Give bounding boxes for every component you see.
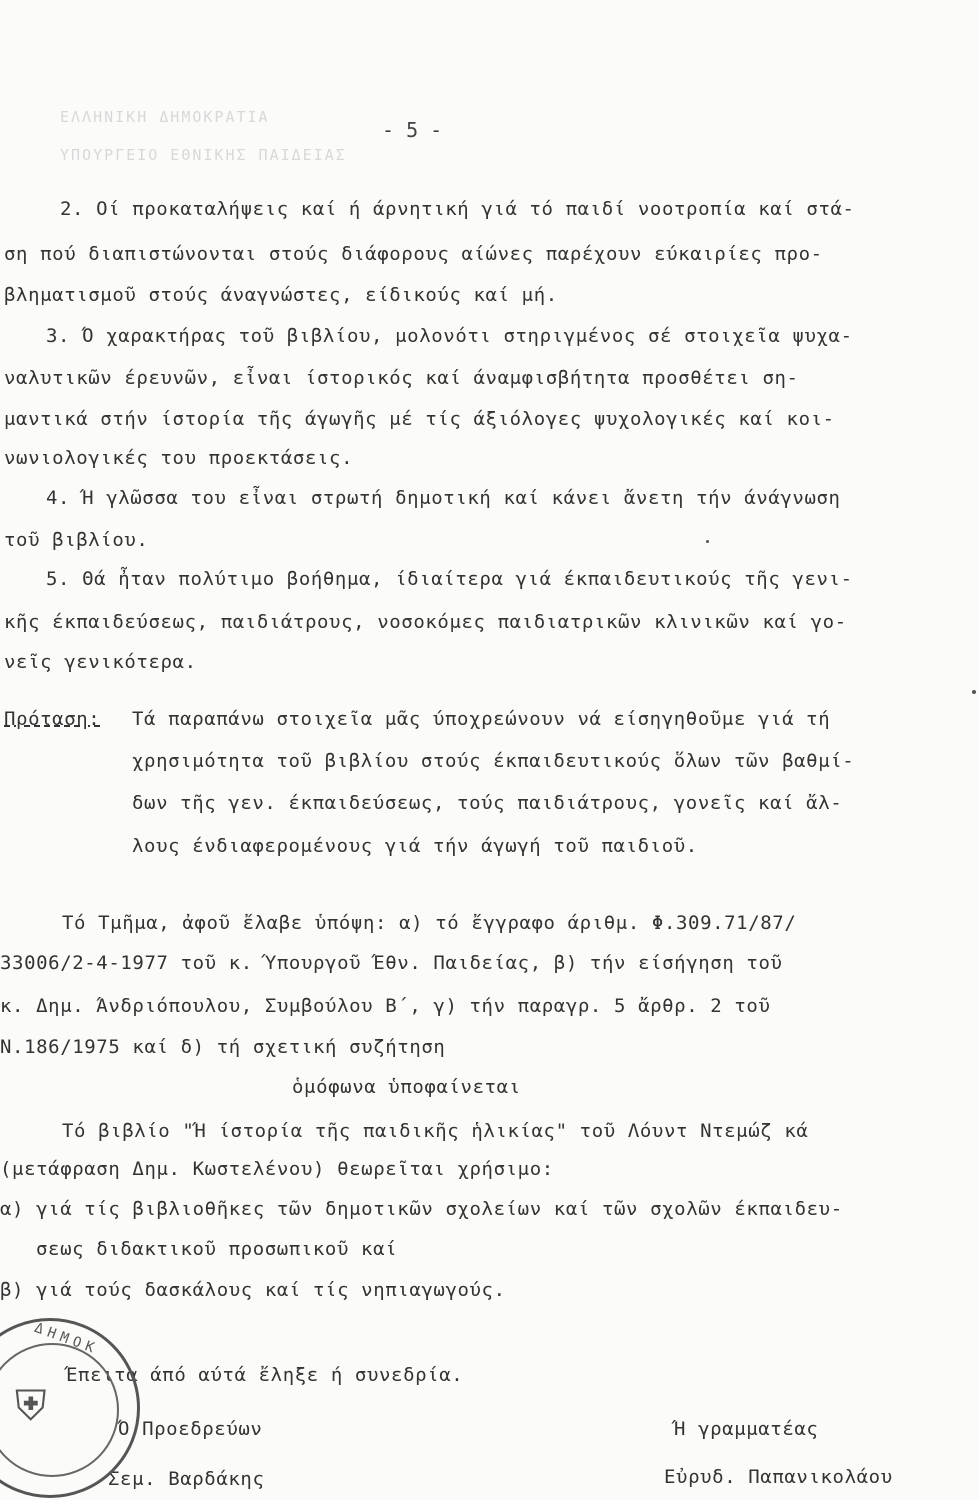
paragraph-3-line-3: μαντικά στήν ίστορία τῆς άγωγῆς μέ τίς άξιόλογες ψυχολογικές καί κοι-	[4, 408, 835, 430]
proposal-label: Πρόταση:	[4, 708, 101, 730]
paragraph-2-line-3: βληματισμοῦ στούς άναγνώστες, είδικούς καί μή.	[4, 284, 558, 306]
speck-mark	[972, 690, 976, 694]
speck-mark	[706, 540, 709, 543]
item-a-line-2: σεως διδακτικοῦ προσωπικοῦ καί	[36, 1238, 398, 1260]
secretary-name: Εὐρυδ. Παπανικολάου	[664, 1466, 893, 1488]
proposal-line-3: δων τῆς γεν. έκπαιδεύσεως, τούς παιδιάτρους, γονεῖς καί ἄλ-	[132, 792, 843, 814]
book-line-1: Τό βιβλίο "Ή ίστορία τῆς παιδικῆς ἡλικίας" τοῦ Λόυντ Ντεμώζ κά	[62, 1120, 809, 1142]
paragraph-5-line-2: κῆς έκπαιδεύσεως, παιδιάτρους, νοσοκόμες παιδιατρικῶν κλινικῶν καί γο-	[4, 611, 847, 633]
closing-line: Έπειτα άπό αύτά ἔληξε ή συνεδρία.	[66, 1364, 464, 1386]
paragraph-4-line-1: 4. Ή γλῶσσα του εἶναι στρωτή δημοτική καί κάνει ἄνετη τήν άνάγνωση	[46, 487, 841, 509]
bleed-through-text: ΥΠΟΥΡΓΕΙΟ ΕΘΝΙΚΗΣ ΠΑΙΔΕΙΑΣ	[60, 146, 347, 164]
paragraph-3-line-1: 3. Ό χαρακτήρας τοῦ βιβλίου, μολονότι στηριγμένος σέ στοιχεῖα ψυχα-	[46, 325, 853, 347]
secretary-title: Ή γραμματέας	[674, 1418, 819, 1440]
proposal-line-2: χρησιμότητα τοῦ βιβλίου στούς έκπαιδευτικούς ὅλων τῶν βαθμί-	[132, 750, 855, 772]
proposal-line-1: Τά παραπάνω στοιχεῖα μᾶς ύποχρεώνουν νά είσηγηθοῦμε γιά τή	[132, 708, 831, 730]
item-b: β) γιά τούς δασκάλους καί τίς νηπιαγωγούς.	[0, 1279, 506, 1301]
bleed-through-text: ΕΛΛΗΝΙΚΗ ΔΗΜΟΚΡΑΤΙΑ	[60, 108, 270, 126]
paragraph-2-line-2: ση πού διαπιστώνονται στούς διάφορους αίώνες παρέχουν εύκαιρίες προ-	[4, 243, 823, 265]
paragraph-5-line-1: 5. Θά ἦταν πολύτιμο βοήθημα, ίδιαίτερα γιά έκπαιδευτικούς τῆς γενι-	[46, 568, 853, 590]
stamp-text: ΔΗΜΟΚ	[32, 1319, 101, 1359]
paragraph-5-line-3: νεῖς γενικότερα.	[4, 651, 197, 673]
decision-line-3: κ. Δημ. Άνδριόπουλου, Συμβούλου Β΄, γ) τήν παραγρ. 5 ἄρθρ. 2 τοῦ	[0, 995, 771, 1017]
decision-line-4: Ν.186/1975 καί δ) τή σχετική συζήτηση	[0, 1036, 446, 1058]
page-number: - 5 -	[382, 118, 443, 142]
decision-line-2: 33006/2-4-1977 τοῦ κ. Ύπουργοῦ Έθν. Παιδείας, β) τήν είσήγηση τοῦ	[0, 952, 783, 974]
book-line-2: (μετάφραση Δημ. Κωστελένου) θεωρεῖται χρήσιμο:	[0, 1158, 554, 1180]
unanimous-heading: ὁμόφωνα ὑποφαίνεται	[292, 1076, 521, 1098]
chair-name: Σεμ. Βαρδάκης	[108, 1468, 265, 1490]
proposal-line-4: λους ένδιαφερομένους γιά τήν άγωγή τοῦ παιδιοῦ.	[132, 835, 698, 857]
chair-title: Ό Προεδρεύων	[118, 1418, 263, 1440]
item-a-line-1: α) γιά τίς βιβλιοθῆκες τῶν δημοτικῶν σχολείων καί τῶν σχολῶν έκπαιδευ-	[0, 1198, 843, 1220]
paragraph-2-line-1: 2. Οί προκαταλήψεις καί ή άρνητική γιά τό παιδί νοοτροπία καί στά-	[60, 198, 855, 220]
paragraph-3-line-2: ναλυτικῶν έρευνῶν, εἶναι ίστορικός καί άναμφισβήτητα προσθέτει ση-	[4, 367, 799, 389]
paragraph-3-line-4: νωνιολογικές του προεκτάσεις.	[4, 447, 354, 469]
coat-of-arms-icon: ⛨	[15, 1381, 47, 1430]
decision-line-1: Τό Τμῆμα, ἀφοῦ ἔλαβε ὑπόψη: α) τό ἔγγραφο άριθμ. Φ.309.71/87/	[62, 912, 797, 934]
paragraph-4-line-2: τοῦ βιβλίου.	[4, 529, 149, 551]
